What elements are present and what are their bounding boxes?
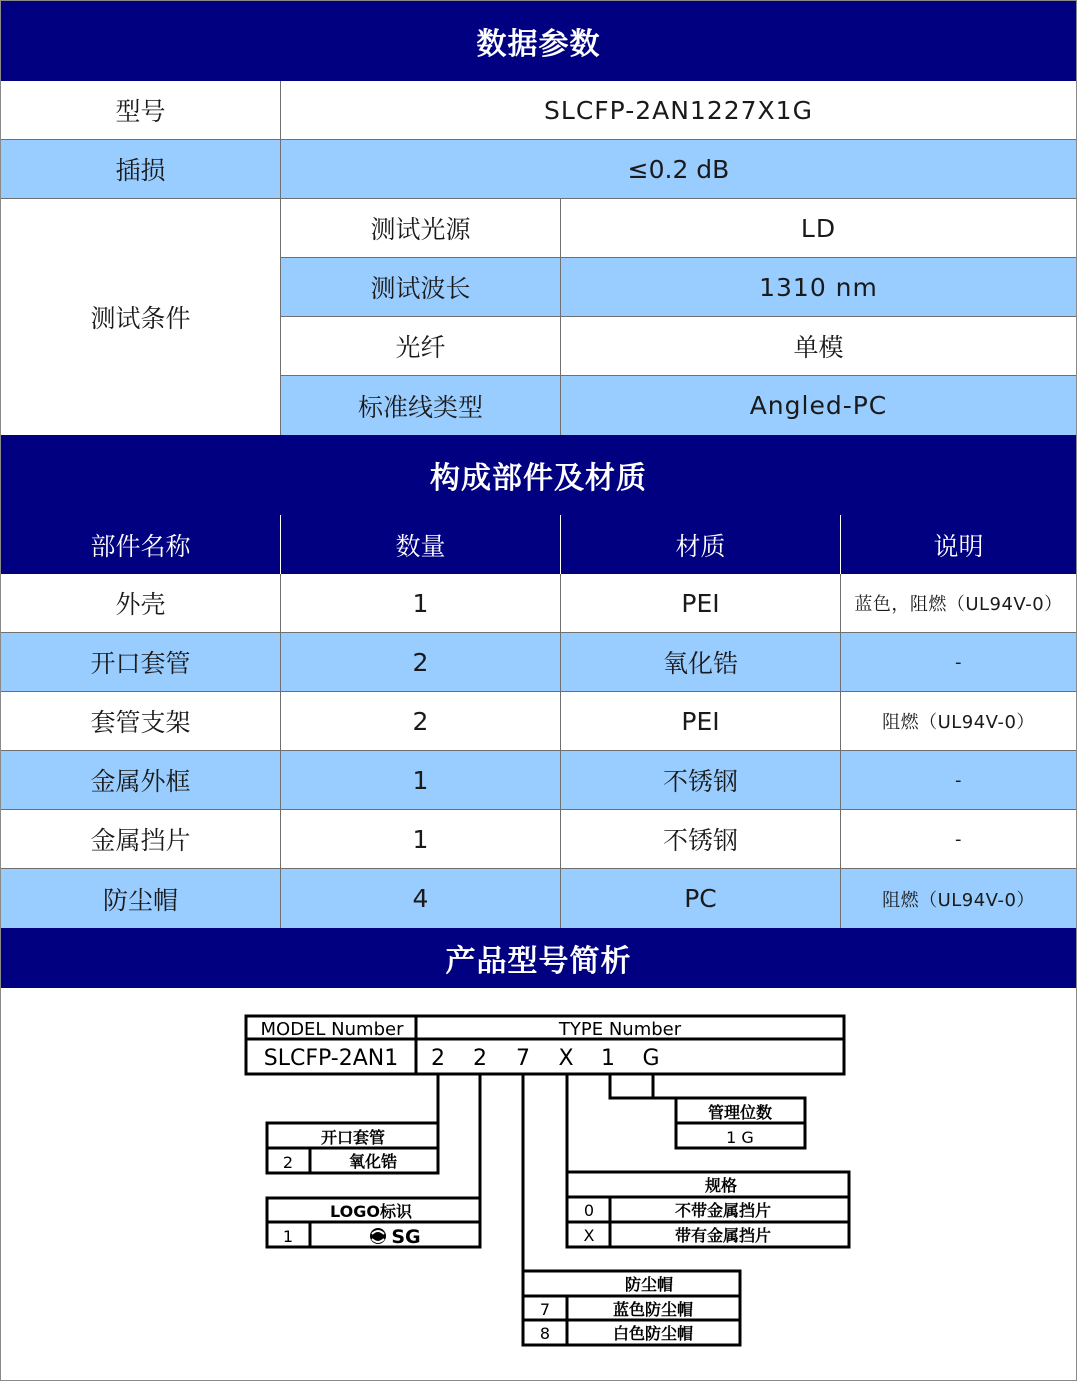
cap-box-desc: 白色防尘帽 (612, 1324, 694, 1343)
table-row-name: 外壳 (1, 574, 281, 633)
params-section-title: 数据参数 (1, 1, 1076, 81)
table-row-qty: 2 (281, 692, 561, 751)
spec-box-desc: 带有金属挡片 (674, 1226, 772, 1245)
type-char: 2 (473, 1046, 487, 1071)
cap-box-title: 防尘帽 (624, 1275, 674, 1294)
insertion-loss-value: ≤0.2 dB (281, 140, 1076, 199)
table-row-material: PEI (561, 692, 841, 751)
fiber-label: 光纤 (281, 317, 561, 376)
type-char: X (558, 1046, 574, 1071)
header-part-name: 部件名称 (1, 515, 281, 574)
table-row-name: 金属挡片 (1, 810, 281, 869)
table-row-material: 不锈钢 (561, 810, 841, 869)
table-row-note: 阻燃（UL94V-0） (841, 869, 1076, 928)
model-label: 型号 (1, 81, 281, 140)
header-quantity: 数量 (281, 515, 561, 574)
spec-box-code: 0 (583, 1201, 595, 1220)
cap-box-code: 7 (539, 1300, 551, 1319)
model-number-header: MODEL Number (260, 1019, 404, 1040)
model-number-value: SLCFP-2AN1 (263, 1046, 399, 1071)
test-conditions-label: 测试条件 (1, 199, 281, 435)
spec-box-desc: 不带金属挡片 (674, 1201, 772, 1220)
table-row-name: 金属外框 (1, 751, 281, 810)
table-row-note: - (841, 751, 1076, 810)
model-section-title: 产品型号简析 (1, 928, 1076, 988)
cap-box-code: 8 (539, 1324, 551, 1343)
table-row-name: 套管支架 (1, 692, 281, 751)
header-note: 说明 (841, 515, 1076, 574)
test-wavelength-label: 测试波长 (281, 258, 561, 317)
table-row-qty: 1 (281, 574, 561, 633)
table-row-note: 蓝色，阻燃（UL94V-0） (841, 574, 1076, 633)
table-row-note: 阻燃（UL94V-0） (841, 692, 1076, 751)
table-row-material: PEI (561, 574, 841, 633)
logo-box-desc: SG (391, 1226, 421, 1248)
fiber-value: 单模 (561, 317, 1076, 376)
sleeve-box-desc: 氧化锆 (348, 1152, 398, 1171)
table-row-material: 不锈钢 (561, 751, 841, 810)
model-value: SLCFP-2AN1227X1G (281, 81, 1076, 140)
components-section-title: 构成部件及材质 (1, 435, 1076, 515)
table-row-qty: 2 (281, 633, 561, 692)
table-row-qty: 1 (281, 751, 561, 810)
spec-box-code: X (583, 1226, 595, 1245)
sleeve-box-title: 开口套管 (320, 1128, 386, 1147)
spec-box-title: 规格 (704, 1176, 738, 1195)
test-light-source-value: LD (561, 199, 1076, 258)
cable-type-label: 标准线类型 (281, 376, 561, 435)
table-row-material: PC (561, 869, 841, 928)
type-char: G (642, 1046, 660, 1071)
table-row-qty: 1 (281, 810, 561, 869)
table-row-name: 开口套管 (1, 633, 281, 692)
mgmt-box-value: 1 G (726, 1128, 754, 1147)
logo-box-code: 1 (282, 1227, 294, 1246)
type-number-header: TYPE Number (558, 1019, 682, 1040)
type-char: 2 (431, 1046, 445, 1071)
table-row-note: - (841, 633, 1076, 692)
table-row-material: 氧化锆 (561, 633, 841, 692)
cap-box-desc: 蓝色防尘帽 (612, 1300, 694, 1319)
table-row-note: - (841, 810, 1076, 869)
logo-box-title: LOGO标识 (330, 1202, 412, 1221)
cable-type-value: Angled-PC (561, 376, 1076, 435)
brand-logo-icon (370, 1228, 386, 1244)
table-row-qty: 4 (281, 869, 561, 928)
model-breakdown-diagram (1, 1, 1077, 1382)
type-char: 1 (601, 1046, 615, 1071)
header-material: 材质 (561, 515, 841, 574)
type-char: 7 (516, 1046, 530, 1071)
table-row-name: 防尘帽 (1, 869, 281, 928)
test-wavelength-value: 1310 nm (561, 258, 1076, 317)
test-light-source-label: 测试光源 (281, 199, 561, 258)
insertion-loss-label: 插损 (1, 140, 281, 199)
sleeve-box-code: 2 (282, 1153, 294, 1172)
mgmt-box-title: 管理位数 (707, 1103, 773, 1122)
